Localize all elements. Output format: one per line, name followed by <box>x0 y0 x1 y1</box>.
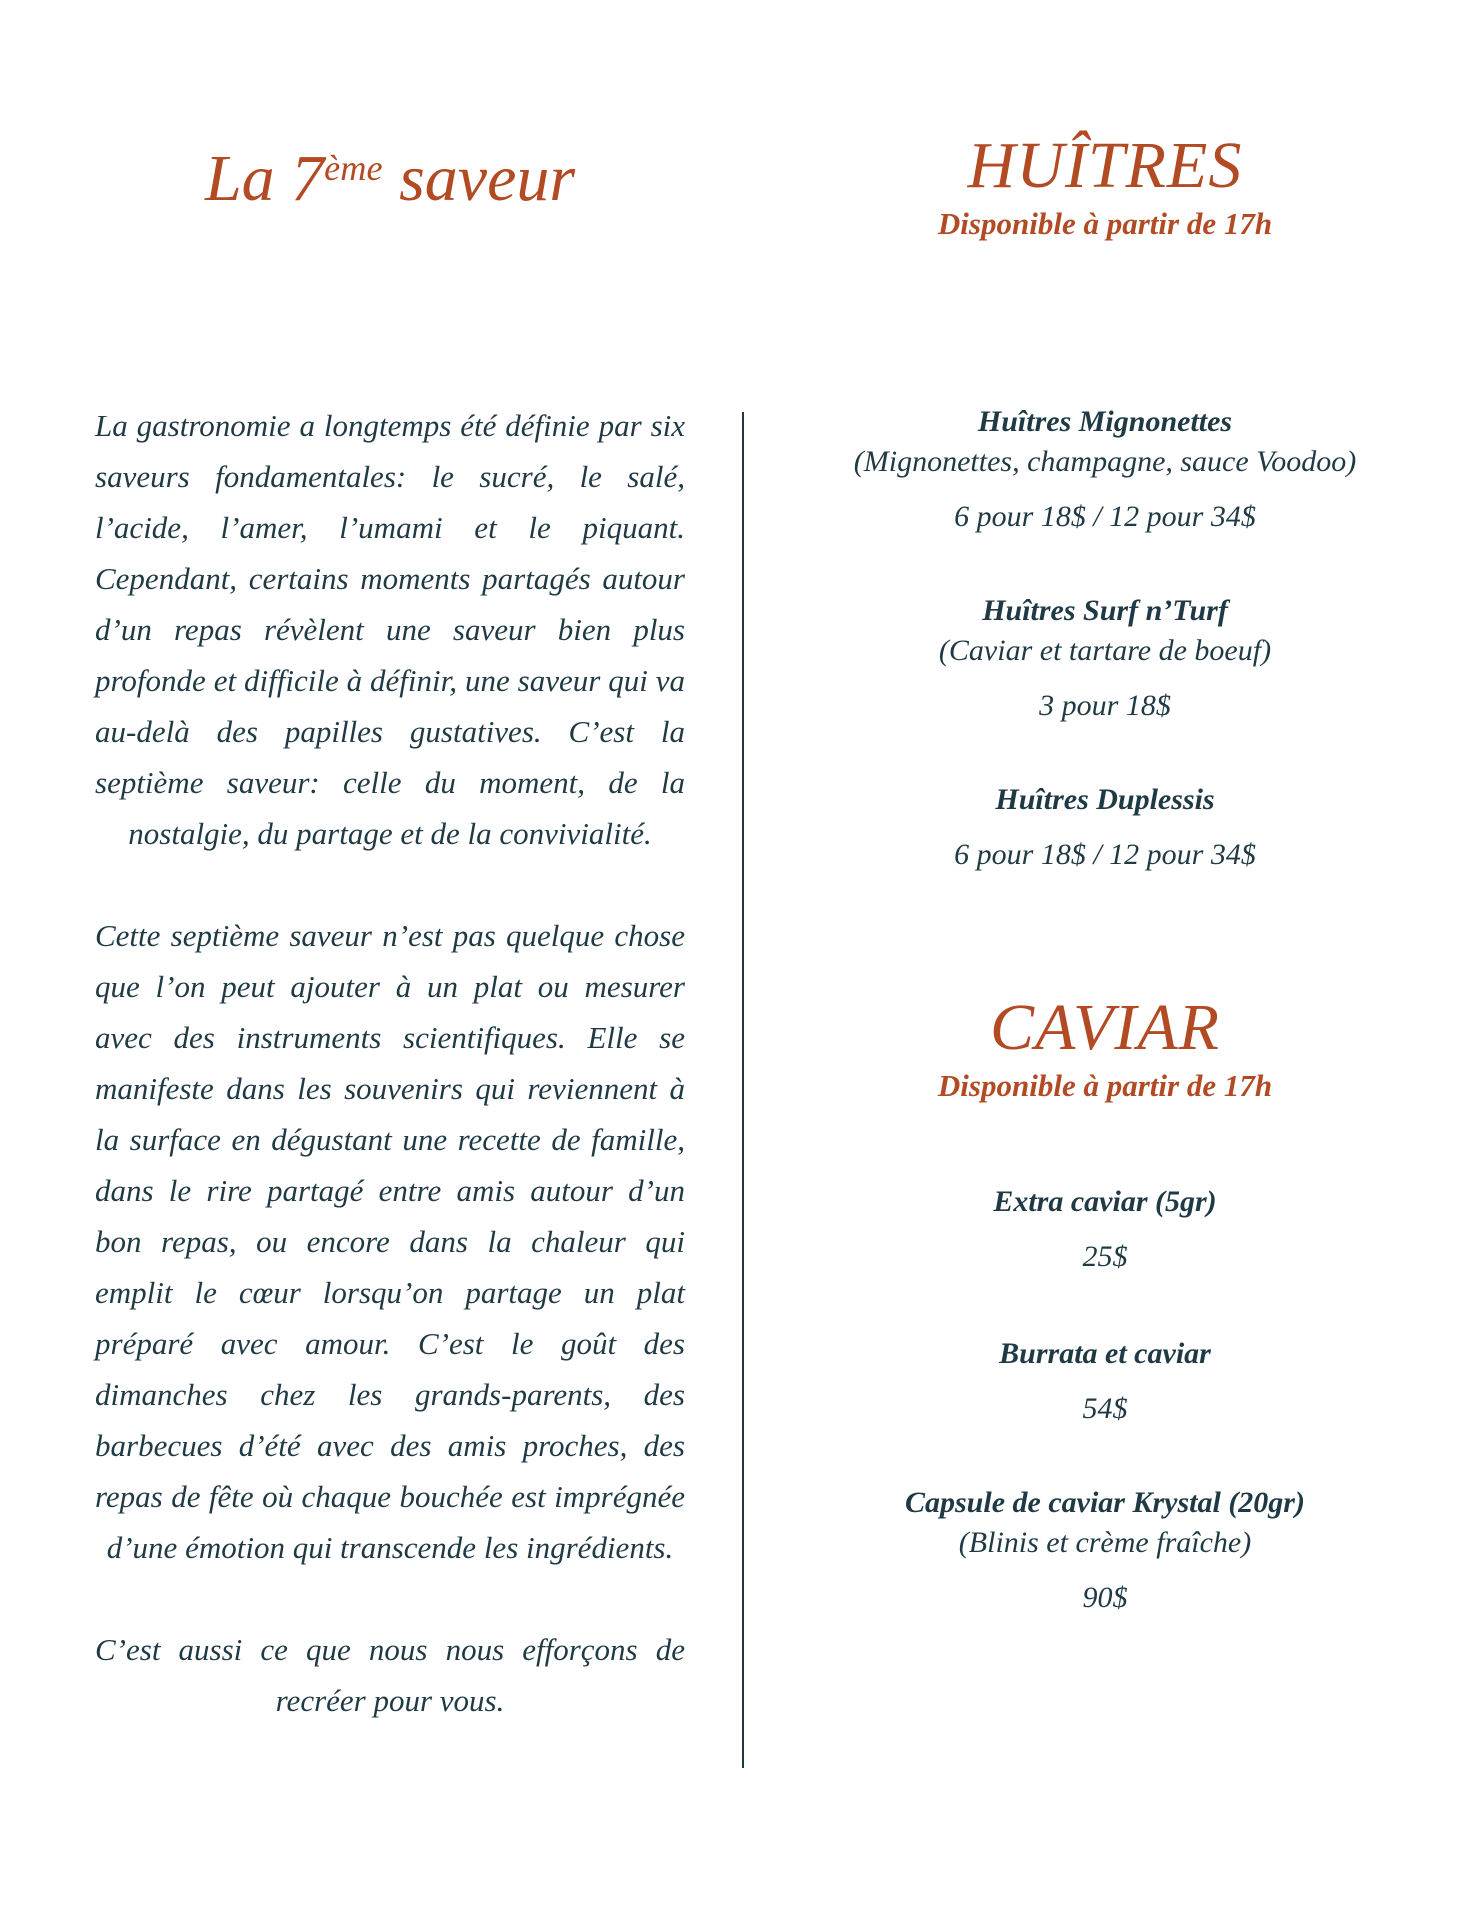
page-title <box>95 128 685 219</box>
item-price: 3 pour 18$ <box>1039 689 1171 722</box>
huitres-subtitle: Disponible à partir de 17h <box>937 206 1273 241</box>
huitres-title: HUÎTRES <box>967 129 1243 202</box>
menu-item <box>800 402 1410 537</box>
menu-item <box>800 1334 1410 1429</box>
column-divider <box>742 412 744 1768</box>
menu-item <box>800 591 1410 726</box>
huitres-header <box>800 128 1410 244</box>
item-name: Huîtres Surf n’Turf <box>982 594 1228 627</box>
title-main: La 7 <box>204 141 325 215</box>
menu-item <box>800 780 1410 875</box>
caviar-title: CAVIAR <box>990 991 1220 1064</box>
caviar-subtitle: Disponible à partir de 17h <box>937 1068 1273 1103</box>
item-description: (Mignonettes, champagne, sauce Voodoo) <box>853 445 1357 478</box>
caviar-header <box>800 990 1410 1106</box>
item-name: Huîtres Mignonettes <box>977 405 1233 438</box>
item-description: (Blinis et crème fraîche) <box>958 1526 1252 1559</box>
intro-paragraph-2: Cette septième saveur n’est pas quelque chose que l’on peut ajouter à un plat ou mesurer avec des instruments scientifiques. Elle se manifeste dans les souvenirs qui reviennent à la surface en dégustant une recette de famille, dans le rire partagé entre amis autour d’un bon repas, ou encore dans la chaleur qui emplit le cœur lorsqu’on partage un plat préparé avec amour. C’est le goût des dimanches chez les grands-parents, des barbecues d’été avec des amis proches, des repas de fête où chaque bouchée est imprégnée d’une émotion qui transcende les ingrédients. <box>95 918 685 1565</box>
item-name: Extra caviar (5gr) <box>993 1185 1217 1218</box>
item-name: Burrata et caviar <box>999 1337 1211 1370</box>
item-price: 6 pour 18$ / 12 pour 34$ <box>954 838 1256 871</box>
item-description: (Caviar et tartare de boeuf) <box>938 634 1272 667</box>
title-rest: saveur <box>382 141 576 215</box>
title-superscript: ème <box>324 148 383 188</box>
intro-paragraph-1: La gastronomie a longtemps été définie par six saveurs fondamentales: le sucré, le salé, l’acide, l’amer, l’umami et le piquant. Cependant, certains moments partagés autour d’un repas révèlent une saveur bien plus profonde et difficile à définir, une saveur qui va au-delà des papilles gustatives. C’est la septième saveur: celle du moment, de la nostalgie, du partage et de la convivialité. <box>95 408 685 851</box>
menu-item <box>800 1182 1410 1277</box>
item-price: 6 pour 18$ / 12 pour 34$ <box>954 500 1256 533</box>
menu-item <box>800 1483 1410 1618</box>
item-price: 54$ <box>1082 1392 1128 1425</box>
item-price: 25$ <box>1082 1240 1128 1273</box>
item-name: Capsule de caviar Krystal (20gr) <box>905 1486 1305 1519</box>
item-price: 90$ <box>1082 1581 1128 1614</box>
intro-paragraph-3: C’est aussi ce que nous nous efforçons de recréer pour vous. <box>95 1632 685 1718</box>
item-name: Huîtres Duplessis <box>995 783 1215 816</box>
intro-text <box>95 400 685 1726</box>
